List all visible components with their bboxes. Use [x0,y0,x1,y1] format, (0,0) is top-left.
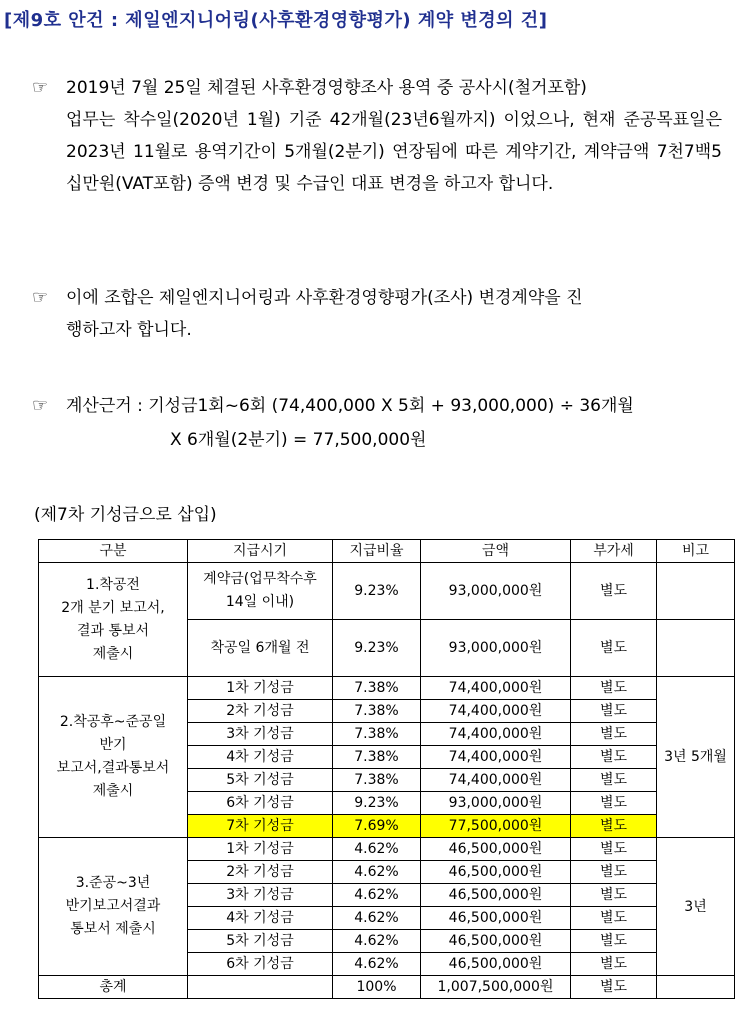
group-label-cell: 2.착공후~준공일 반기 보고서,결과통보서 제출시 [39,677,188,838]
period-cell: 2차 기성금 [188,861,333,884]
period-cell: 2차 기성금 [188,700,333,723]
rate-cell: 100% [333,976,421,999]
vat-cell: 별도 [571,976,657,999]
remark-cell: 3년 5개월 [657,677,735,838]
calculation-line2: X 6개월(2분기) = 77,500,000원 [170,430,427,450]
vat-cell: 별도 [571,930,657,953]
header-cell: 부가세 [571,540,657,563]
period-cell: 1차 기성금 [188,838,333,861]
rate-cell: 4.62% [333,861,421,884]
amount-cell: 74,400,000원 [421,723,571,746]
rate-cell: 7.38% [333,746,421,769]
header-cell: 금액 [421,540,571,563]
paragraph-contract-background [32,72,722,200]
rate-cell: 9.23% [333,792,421,815]
remark-cell [657,976,735,999]
rate-cell: 9.23% [333,620,421,677]
insert-note: (제7차 기성금으로 삽입) [34,505,217,525]
remark-cell [657,563,735,620]
period-cell [188,976,333,999]
amount-cell: 46,500,000원 [421,930,571,953]
vat-cell: 별도 [571,953,657,976]
rate-cell: 4.62% [333,838,421,861]
period-cell: 6차 기성금 [188,792,333,815]
amount-cell: 74,400,000원 [421,700,571,723]
amount-cell: 46,500,000원 [421,884,571,907]
paragraph-intent [32,282,722,346]
amount-cell: 93,000,000원 [421,792,571,815]
header-cell: 비고 [657,540,735,563]
header-cell: 구분 [39,540,188,563]
rate-cell: 9.23% [333,563,421,620]
vat-cell: 별도 [571,769,657,792]
amount-cell: 46,500,000원 [421,907,571,930]
rate-cell: 7.38% [333,677,421,700]
header-cell: 지급시기 [188,540,333,563]
vat-cell: 별도 [571,700,657,723]
vat-cell: 별도 [571,746,657,769]
period-cell: 3차 기성금 [188,884,333,907]
amount-cell: 93,000,000원 [421,563,571,620]
rate-cell: 4.62% [333,907,421,930]
vat-cell: 별도 [571,907,657,930]
rate-cell: 4.62% [333,884,421,907]
group-label-cell: 3.준공~3년 반기보고서결과 통보서 제출시 [39,838,188,976]
rate-cell: 4.62% [333,953,421,976]
amount-cell: 46,500,000원 [421,838,571,861]
period-cell: 4차 기성금 [188,746,333,769]
vat-cell: 별도 [571,620,657,677]
paragraph-calculation [32,390,722,422]
amount-cell: 46,500,000원 [421,861,571,884]
period-cell: 5차 기성금 [188,769,333,792]
total-label-cell: 총계 [39,976,188,999]
remark-cell [657,620,735,677]
payment-schedule-table [38,539,735,999]
agenda-title: [제9호 안건 : 제일엔지니어링(사후환경영향평가) 계약 변경의 건] [4,10,548,31]
amount-cell: 1,007,500,000원 [421,976,571,999]
paragraph2-first-line: 이에 조합은 제일엔지니어링과 사후환경영향평가(조사) 변경계약을 진 [66,288,583,308]
vat-cell: 별도 [571,884,657,907]
amount-cell: 74,400,000원 [421,746,571,769]
vat-cell: 별도 [571,838,657,861]
rate-cell: 7.38% [333,700,421,723]
remark-cell: 3년 [657,838,735,976]
vat-cell: 별도 [571,723,657,746]
total-row [39,976,735,999]
amount-cell: 93,000,000원 [421,620,571,677]
period-cell: 6차 기성금 [188,953,333,976]
vat-cell: 별도 [571,563,657,620]
vat-cell: 별도 [571,815,657,838]
calculation-line1: 계산근거 : 기성금1회~6회 (74,400,000 X 5회 + 93,000,000) ÷ 36개월 [66,396,634,416]
period-cell: 7차 기성금 [188,815,333,838]
table-row [39,563,735,620]
vat-cell: 별도 [571,861,657,884]
period-cell: 착공일 6개월 전 [188,620,333,677]
period-cell: 5차 기성금 [188,930,333,953]
table-row [39,838,735,861]
period-cell: 1차 기성금 [188,677,333,700]
pointing-hand-icon: ☞ [32,287,49,308]
rate-cell: 7.38% [333,769,421,792]
rate-cell: 7.38% [333,723,421,746]
period-cell: 4차 기성금 [188,907,333,930]
vat-cell: 별도 [571,792,657,815]
period-cell: 3차 기성금 [188,723,333,746]
vat-cell: 별도 [571,677,657,700]
pointing-hand-icon: ☞ [32,77,49,98]
rate-cell: 7.69% [333,815,421,838]
paragraph1-rest: 업무는 착수일(2020년 1월) 기준 42개월(23년6월까지) 이었으나, 현재 준공목표일은 2023년 11월로 용역기간이 5개월(2분기) 연장됨에 따른 계약기간, 계약금액 7천7백5십만원(VAT포함) 증액 변경 및 수급인 대표 변경을 하고자 합니다. [66,110,722,194]
pointing-hand-icon: ☞ [32,395,49,416]
table-header-row [39,540,735,563]
paragraph2-rest: 행하고자 합니다. [66,320,192,340]
group-label-cell: 1.착공전 2개 분기 보고서, 결과 통보서 제출시 [39,563,188,677]
amount-cell: 74,400,000원 [421,769,571,792]
amount-cell: 77,500,000원 [421,815,571,838]
period-cell: 계약금(업무착수후 14일 이내) [188,563,333,620]
amount-cell: 74,400,000원 [421,677,571,700]
amount-cell: 46,500,000원 [421,953,571,976]
table-row [39,677,735,700]
header-cell: 지급비율 [333,540,421,563]
paragraph1-first-line: 2019년 7월 25일 체결된 사후환경영향조사 용역 중 공사시(철거포함) [66,78,587,98]
rate-cell: 4.62% [333,930,421,953]
